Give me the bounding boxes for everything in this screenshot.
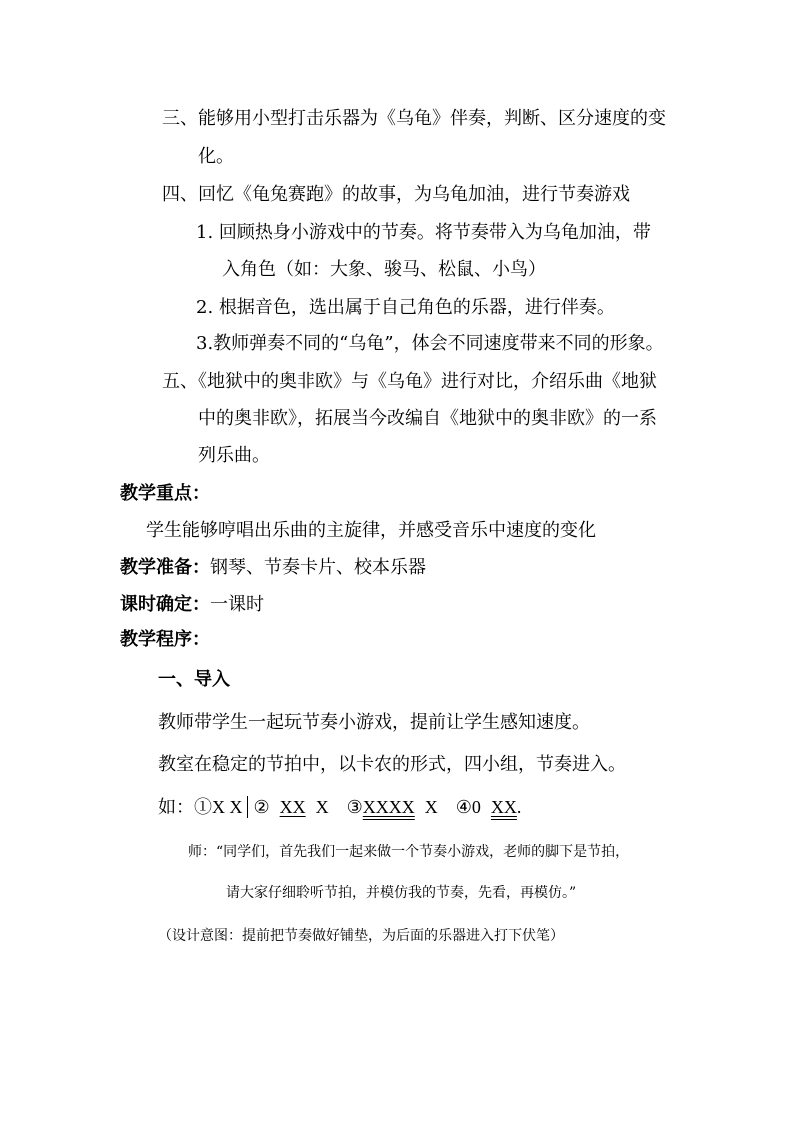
barline — [247, 796, 248, 818]
goal-5-line-1: 五、《地狱中的奥非欧》与《乌龟》进行对比，介绍乐曲《地狱 — [162, 371, 657, 392]
key-points-content: 学生能够哼唱出乐曲的主旋律，并感受音乐中速度的变化 — [146, 520, 596, 541]
goal-4-item-2: 2. 根据音色，选出属于自己角色的乐器，进行伴奏。 — [196, 297, 615, 318]
procedure-heading: 教学程序： — [120, 629, 210, 650]
teacher-speech-line-1: 师：“同学们，首先我们一起来做一个节奏小游戏，老师的脚下是节拍， — [188, 844, 630, 860]
goal-4-item-3: 3.教师弹奏不同的“乌龟”，体会不同速度带来不同的形象。 — [196, 333, 664, 354]
rhythm-group-2-quarter: X — [315, 797, 329, 817]
duration-row — [120, 593, 264, 617]
rhythm-group-3-quarter: X — [424, 797, 438, 817]
rhythm-example — [158, 795, 521, 819]
teacher-speech-line-2: 请大家仔细聆听节拍，并模仿我的节奏，先看，再模仿。” — [226, 885, 577, 901]
key-points-heading: 教学重点： — [120, 483, 210, 504]
rhythm-group-2-number: ② — [253, 797, 270, 817]
goal-5-line-2: 中的奥非欧》，拓展当今改编自《地狱中的奥非欧》的一系 — [198, 408, 657, 429]
rhythm-group-4-end: . — [516, 797, 522, 817]
duration-heading: 课时确定： — [120, 594, 210, 615]
design-note: （设计意图：提前把节奏做好铺垫，为后面的乐器进入打下伏笔） — [158, 928, 564, 944]
rhythm-group-3-sixteenths: XXXX — [362, 797, 415, 817]
goal-5-line-3: 列乐曲。 — [198, 445, 270, 466]
rhythm-prefix: 如： — [158, 797, 194, 817]
rhythm-group-1: ①X X — [194, 797, 243, 817]
goal-4: 四、回忆《龟兔赛跑》的故事，为乌龟加油，进行节奏游戏 — [162, 184, 630, 205]
preparation-heading: 教学准备： — [120, 557, 210, 578]
goal-3-line-1: 三、能够用小型打击乐器为《乌龟》伴奏，判断、区分速度的变 — [162, 108, 666, 129]
goal-4-item-1-line-2: 入角色（如：大象、骏马、松鼠、小鸟） — [222, 259, 546, 280]
rhythm-group-4-number: ④0 — [455, 797, 481, 817]
rhythm-group-3-number: ③ — [346, 797, 363, 817]
goal-4-item-1-line-1: 1. 回顾热身小游戏中的节奏。将节奏带入为乌龟加油，带 — [196, 222, 651, 243]
rhythm-group-4-sixteenths: XX — [490, 797, 517, 817]
procedure-paragraph-2: 教室在稳定的节拍中，以卡农的形式，四小组，节奏进入。 — [158, 754, 626, 775]
section-1-title: 一、导入 — [158, 669, 230, 690]
rhythm-group-2-eighths: XX — [279, 797, 306, 817]
goal-3-line-2: 化。 — [198, 146, 234, 167]
preparation-row — [120, 556, 426, 580]
duration-content: 一课时 — [210, 594, 264, 615]
preparation-content: 钢琴、节奏卡片、校本乐器 — [210, 557, 426, 578]
procedure-paragraph-1: 教师带学生一起玩节奏小游戏，提前让学生感知速度。 — [158, 712, 590, 733]
